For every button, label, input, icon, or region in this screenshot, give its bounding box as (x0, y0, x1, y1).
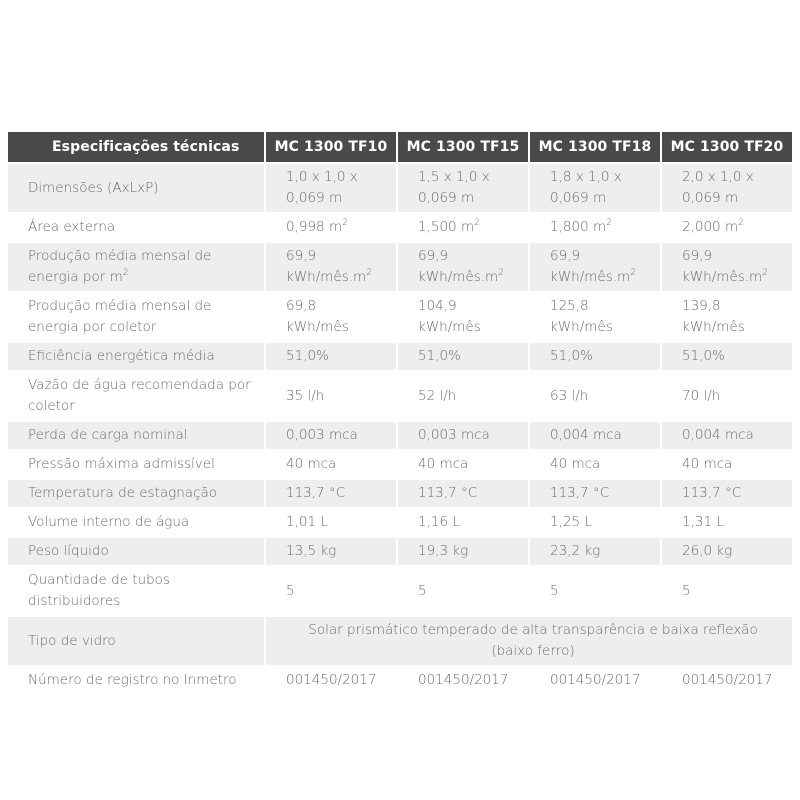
cell: 104,9 kWh/mês (398, 293, 528, 341)
cell: 69,8 kWh/mês (266, 293, 396, 341)
cell: 51,0% (398, 343, 528, 370)
cell: 0,003 mca (266, 422, 396, 449)
row-glass (8, 617, 792, 665)
row-volume (8, 509, 792, 536)
row-dimensions (8, 164, 792, 212)
row-inmetro (8, 667, 792, 694)
cell: 69,9 kWh/$mês.m^2$ (266, 243, 396, 291)
cell: 0,004 mca (530, 422, 660, 449)
cell: 001450/2017 (398, 667, 528, 694)
cell: 113,7 °C (266, 480, 396, 507)
header-row (8, 132, 792, 162)
cell: 1,16 L (398, 509, 528, 536)
cell: 001450/2017 (662, 667, 792, 694)
cell: 19,3 kg (398, 538, 528, 565)
cell: 1,01 L (266, 509, 396, 536)
row-label: Pressão máxima admissível (8, 451, 264, 478)
header-model: MC 1300 TF10 (266, 132, 396, 162)
row-head-loss (8, 422, 792, 449)
row-flow (8, 372, 792, 420)
cell: 113,7 °C (530, 480, 660, 507)
cell: 69,9 kWh/$mês.m^2$ (398, 243, 528, 291)
cell: 40 mca (398, 451, 528, 478)
row-area (8, 214, 792, 241)
row-weight (8, 538, 792, 565)
cell: 125,8 kWh/mês (530, 293, 660, 341)
cell: 113,7 °C (662, 480, 792, 507)
row-label: Tipo de vidro (8, 617, 264, 665)
cell: 5 (530, 567, 660, 615)
cell: 1,800 $m^2$ (530, 214, 660, 241)
spec-table-container (8, 130, 792, 696)
cell: 001450/2017 (266, 667, 396, 694)
row-label: Vazão de água recomendada por coletor (8, 372, 264, 420)
header-spec: Especificações técnicas (8, 132, 264, 162)
cell-glass: Solar prismático temperado de alta transparência e baixa reflexão (baixo ferro) (266, 617, 792, 665)
cell: 2,000 $m^2$ (662, 214, 792, 241)
cell: 1,5 x 1,0 x 0,069 m (398, 164, 528, 212)
cell: 0,004 mca (662, 422, 792, 449)
row-efficiency (8, 343, 792, 370)
row-label: Temperatura de estagnação (8, 480, 264, 507)
cell: 35 l/h (266, 372, 396, 420)
cell: 113,7 °C (398, 480, 528, 507)
cell: 1,31 L (662, 509, 792, 536)
header-model: MC 1300 TF18 (530, 132, 660, 162)
row-label: Produção média mensal de energia por $m^2$ (8, 243, 264, 291)
row-label: Quantidade de tubos distribuidores (8, 567, 264, 615)
cell: 2,0 x 1,0 x 0,069 m (662, 164, 792, 212)
cell: 139,8 kWh/mês (662, 293, 792, 341)
cell: 51,0% (662, 343, 792, 370)
row-label: Produção média mensal de energia por coletor (8, 293, 264, 341)
cell: 1,500 $m^2$ (398, 214, 528, 241)
cell: 51,0% (530, 343, 660, 370)
row-production-per-collector (8, 293, 792, 341)
cell: 0,003 mca (398, 422, 528, 449)
cell: 40 mca (662, 451, 792, 478)
cell: 0,998 $m^2$ (266, 214, 396, 241)
cell: 5 (266, 567, 396, 615)
cell: 40 mca (266, 451, 396, 478)
cell: 63 l/h (530, 372, 660, 420)
cell: 23,2 kg (530, 538, 660, 565)
row-label: Perda de carga nominal (8, 422, 264, 449)
cell: 26,0 kg (662, 538, 792, 565)
row-label: Dimensões (AxLxP) (8, 164, 264, 212)
cell: 70 l/h (662, 372, 792, 420)
cell: 69,9 kWh/$mês.m^2$ (662, 243, 792, 291)
row-label: Peso líquido (8, 538, 264, 565)
header-model: MC 1300 TF20 (662, 132, 792, 162)
cell: 69,9 kWh/$mês.m^2$ (530, 243, 660, 291)
header-model: MC 1300 TF15 (398, 132, 528, 162)
cell: 40 mca (530, 451, 660, 478)
row-stagnation-temp (8, 480, 792, 507)
cell: 1,8 x 1,0 x 0,069 m (530, 164, 660, 212)
row-label: Eficiência energética média (8, 343, 264, 370)
cell: 52 l/h (398, 372, 528, 420)
row-label: Número de registro no Inmetro (8, 667, 264, 694)
cell: 001450/2017 (530, 667, 660, 694)
cell: 1,0 x 1,0 x 0,069 m (266, 164, 396, 212)
cell: 1,25 L (530, 509, 660, 536)
cell: 51,0% (266, 343, 396, 370)
cell: 5 (398, 567, 528, 615)
cell: 5 (662, 567, 792, 615)
spec-table (6, 130, 794, 696)
row-pressure (8, 451, 792, 478)
row-label: Área externa (8, 214, 264, 241)
cell: 13,5 kg (266, 538, 396, 565)
row-label: Volume interno de água (8, 509, 264, 536)
row-production-per-m2 (8, 243, 792, 291)
row-tubes (8, 567, 792, 615)
